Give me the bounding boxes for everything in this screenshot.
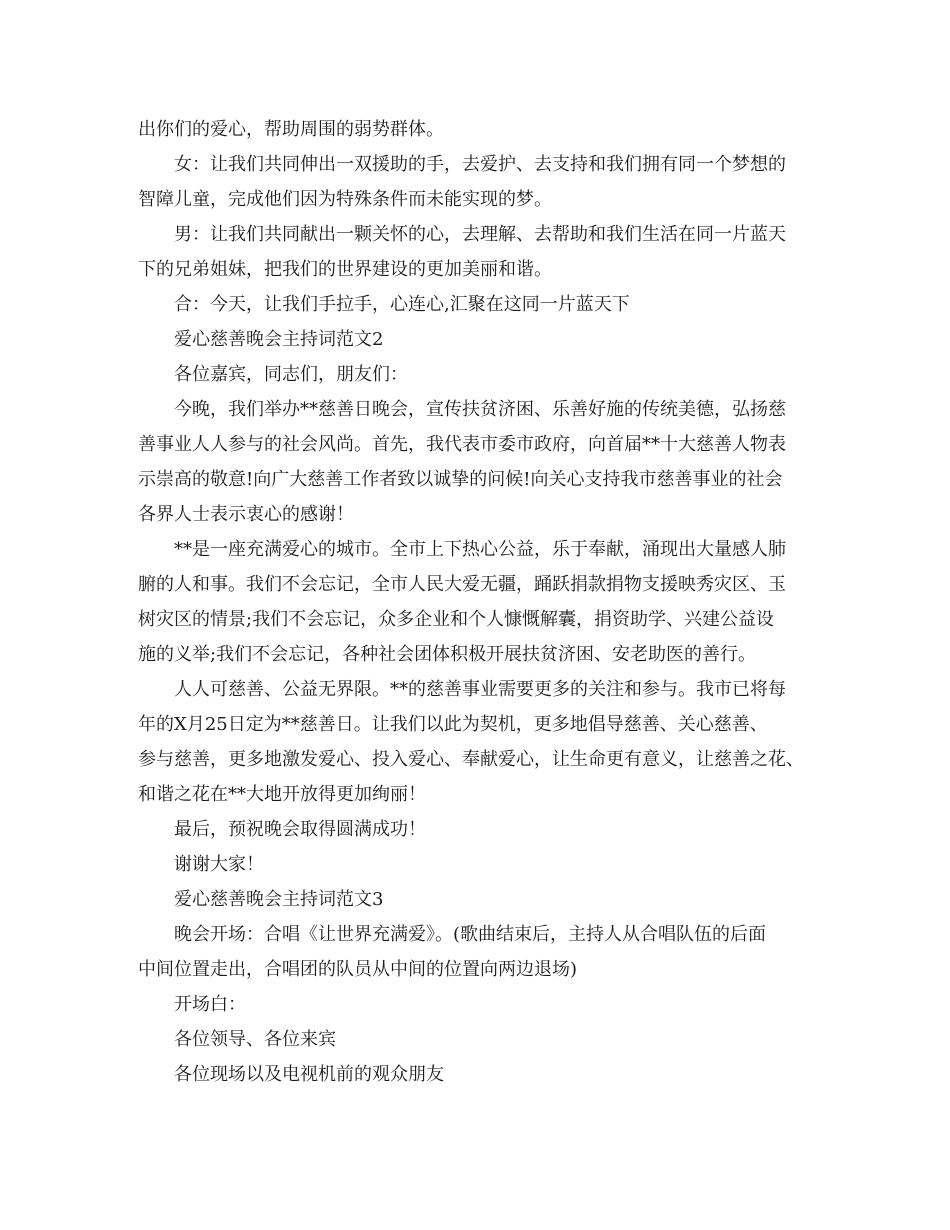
text-line: 开场白： <box>174 994 246 1015</box>
text-line: 各位嘉宾，同志们，朋友们： <box>174 364 408 385</box>
text-line: 善事业人人参与的社会风尚。首先，我代表市委市政府，向首届**十大慈善人物表 <box>138 434 786 455</box>
text-line: 晚会开场：合唱《让世界充满爱》。(歌曲结束后，主持人从合唱队伍的后面 <box>174 924 767 945</box>
text-line: 参与慈善，更多地激发爱心、投入爱心、奉献爱心，让生命更有意义，让慈善之花、 <box>138 749 804 770</box>
text-line: 各位领导、各位来宾 <box>174 1029 336 1050</box>
text-line: 男：让我们共同献出一颗关怀的心，去理解、去帮助和我们生活在同一片蓝天 <box>174 224 786 245</box>
text-line: 和谐之花在**大地开放得更加绚丽！ <box>138 784 426 805</box>
text-line: 腑的人和事。我们不会忘记，全市人民大爱无疆，踊跃捐款捐物支援映秀灾区、玉 <box>138 574 786 595</box>
text-line: 今晚，我们举办**慈善日晚会，宣传扶贫济困、乐善好施的传统美德，弘扬慈 <box>174 399 786 420</box>
text-line: 年的X月25日定为**慈善日。让我们以此为契机，更多地倡导慈善、关心慈善、 <box>138 714 768 735</box>
text-line: 女：让我们共同伸出一双援助的手，去爱护、去支持和我们拥有同一个梦想的 <box>174 154 786 175</box>
text-line: 谢谢大家！ <box>174 854 264 875</box>
text-line: **是一座充满爱心的城市。全市上下热心公益，乐于奉献，涌现出大量感人肺 <box>174 539 786 560</box>
text-line: 施的义举;我们不会忘记，各种社会团体积极开展扶贫济困、安老助医的善行。 <box>138 644 757 665</box>
text-line: 合：今天，让我们手拉手，心连心,汇聚在这同一片蓝天下 <box>174 294 630 315</box>
text-line: 爱心慈善晚会主持词范文2 <box>174 329 384 350</box>
text-line: 最后，预祝晚会取得圆满成功！ <box>174 819 426 840</box>
text-line: 爱心慈善晚会主持词范文3 <box>174 889 384 910</box>
text-line: 示崇高的敬意!向广大慈善工作者致以诚挚的问候!向关心支持我市慈善事业的社会 <box>138 469 783 490</box>
document-body <box>138 112 828 1092</box>
text-line: 下的兄弟姐妹，把我们的世界建设的更加美丽和谐。 <box>138 259 552 280</box>
text-line: 各位现场以及电视机前的观众朋友 <box>174 1064 444 1085</box>
text-line: 树灾区的情景;我们不会忘记，众多企业和个人慷慨解囊，捐资助学、兴建公益设 <box>138 609 775 630</box>
text-line: 中间位置走出，合唱团的队员从中间的位置向两边退场) <box>138 959 578 980</box>
text-line: 出你们的爱心，帮助周围的弱势群体。 <box>138 119 444 140</box>
text-line: 智障儿童，完成他们因为特殊条件而未能实现的梦。 <box>138 189 552 210</box>
text-line: 各界人士表示衷心的感谢！ <box>138 504 354 525</box>
text-line: 人人可慈善、公益无界限。**的慈善事业需要更多的关注和参与。我市已将每 <box>174 679 786 700</box>
